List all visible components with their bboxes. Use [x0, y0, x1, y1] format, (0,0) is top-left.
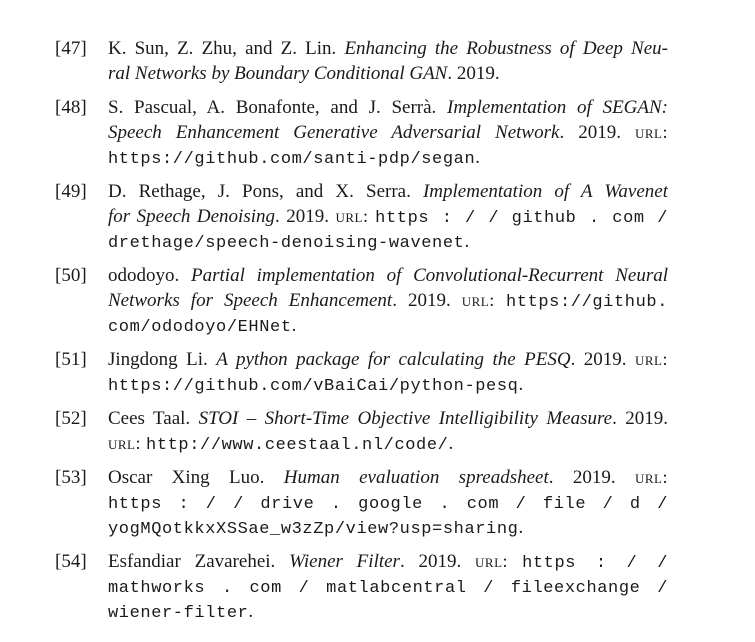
- ref-text: Jingdong Li.: [108, 349, 217, 370]
- ref-title: for Speech Denoising: [108, 206, 276, 227]
- reference-body: [108, 179, 668, 254]
- reference-line: [108, 465, 668, 490]
- reference-line: [108, 490, 668, 515]
- url-label: url:: [635, 467, 668, 487]
- reference-line: [108, 288, 668, 313]
- ref-url[interactable]: https : / /: [522, 554, 668, 573]
- reference-body: [108, 347, 668, 397]
- reference-line: [108, 229, 668, 254]
- reference-number: [53]: [55, 467, 87, 488]
- ref-text: . 2019.: [570, 349, 635, 370]
- ref-text: .: [518, 517, 524, 538]
- ref-text: . 2019.: [447, 63, 500, 84]
- ref-url[interactable]: https://github.com/santi-pdp/segan: [108, 150, 476, 169]
- ref-text: .: [248, 601, 254, 622]
- url-label: url:: [461, 290, 506, 310]
- reference-line: [108, 431, 668, 456]
- ref-text: Oscar Xing Luo.: [108, 467, 284, 488]
- reference-entry: [55, 465, 668, 540]
- ref-text: D. Rethage, J. Pons, and X. Serra.: [108, 181, 423, 202]
- ref-title: Implementation of SEGAN:: [447, 97, 668, 118]
- reference-line: [108, 263, 668, 288]
- reference-entry: [55, 95, 668, 170]
- ref-text: Esfandiar Zavarehei.: [108, 551, 290, 572]
- reference-number: [48]: [55, 97, 87, 118]
- ref-text: K. Sun, Z. Zhu, and Z. Lin.: [108, 38, 345, 59]
- reference-line: [108, 574, 668, 599]
- ref-title: Wiener Filter: [289, 551, 400, 572]
- reference-number: [50]: [55, 265, 87, 286]
- reference-line: [108, 145, 668, 170]
- ref-text: .: [291, 315, 297, 336]
- ref-title: Implementation of A Wavenet: [422, 181, 668, 202]
- ref-url[interactable]: http://www.ceestaal.nl/code/: [146, 436, 449, 455]
- reference-number: [49]: [55, 181, 87, 202]
- reference-number: [52]: [55, 408, 87, 429]
- reference-body: [108, 465, 668, 540]
- ref-text: . 2019.: [612, 408, 668, 429]
- ref-text: .: [448, 433, 454, 454]
- ref-text: . 2019.: [275, 206, 336, 227]
- ref-url[interactable]: wiener-filter: [108, 604, 249, 623]
- reference-line: [108, 347, 668, 372]
- ref-title: Human evaluation spreadsheet: [283, 467, 549, 488]
- reference-line: [108, 549, 668, 574]
- reference-number: [54]: [55, 551, 87, 572]
- reference-entry: [55, 179, 668, 254]
- ref-text: ododoyo.: [108, 265, 192, 286]
- reference-number: [47]: [55, 38, 87, 59]
- reference-entry: [55, 263, 668, 338]
- reference-entry: [55, 36, 668, 86]
- reference-body: [108, 36, 668, 86]
- reference-body: [108, 549, 668, 624]
- ref-text: S. Pascual, A. Bonafonte, and J. Serrà.: [108, 97, 448, 118]
- reference-body: [108, 406, 668, 456]
- ref-text: . 2019.: [392, 290, 462, 311]
- ref-title: STOI – Short-Time Objective Intelligibility Measure: [198, 408, 613, 429]
- reference-line: [108, 179, 668, 204]
- ref-url[interactable]: yogMQotkkxXSSae_w3zZp/view?usp=sharing: [108, 520, 519, 539]
- ref-text: Cees Taal.: [108, 408, 199, 429]
- reference-body: [108, 263, 668, 338]
- ref-url[interactable]: https : / / drive . google . com / file / d /: [108, 495, 668, 514]
- ref-text: .: [518, 374, 524, 395]
- reference-entry: [55, 406, 668, 456]
- reference-line: [108, 120, 668, 145]
- ref-title: Enhancing the Robustness of Deep Neu-: [344, 38, 668, 59]
- reference-entry: [55, 347, 668, 397]
- url-label: url:: [108, 433, 147, 453]
- url-label: url:: [635, 349, 668, 369]
- reference-line: [108, 313, 668, 338]
- url-label: url:: [475, 551, 523, 571]
- reference-line: [108, 95, 668, 120]
- reference-line: [108, 372, 668, 397]
- reference-line: [108, 61, 668, 86]
- ref-title: ral Networks by Boundary Conditional GAN: [108, 63, 448, 84]
- ref-title: A python package for calculating the PESQ: [216, 349, 571, 370]
- url-label: url:: [634, 122, 668, 142]
- reference-entry: [55, 549, 668, 624]
- reference-line: [108, 406, 668, 431]
- ref-text: . 2019.: [559, 122, 635, 143]
- ref-url[interactable]: drethage/speech-denoising-wavenet: [108, 234, 465, 253]
- ref-title: Speech Enhancement Generative Adversarial Network: [108, 122, 560, 143]
- ref-title: Partial implementation of Convolutional-Recurrent Neural: [191, 265, 668, 286]
- ref-url[interactable]: https://github.: [505, 293, 668, 312]
- ref-text: . 2019.: [548, 467, 635, 488]
- ref-url[interactable]: mathworks . com / matlabcentral / fileexchange /: [108, 579, 668, 598]
- ref-title: Networks for Speech Enhancement: [108, 290, 393, 311]
- ref-url[interactable]: com/ododoyo/EHNet: [108, 318, 292, 337]
- ref-text: . 2019.: [399, 551, 476, 572]
- url-label: url:: [335, 206, 376, 226]
- reference-list: [55, 36, 668, 633]
- ref-text: .: [475, 147, 481, 168]
- reference-line: [108, 36, 668, 61]
- ref-url[interactable]: https://github.com/vBaiCai/python-pesq: [108, 377, 519, 396]
- ref-url[interactable]: https : / / github . com /: [375, 209, 668, 228]
- reference-line: [108, 599, 668, 624]
- reference-number: [51]: [55, 349, 87, 370]
- ref-text: .: [464, 231, 470, 252]
- reference-line: [108, 515, 668, 540]
- reference-line: [108, 204, 668, 229]
- reference-body: [108, 95, 668, 170]
